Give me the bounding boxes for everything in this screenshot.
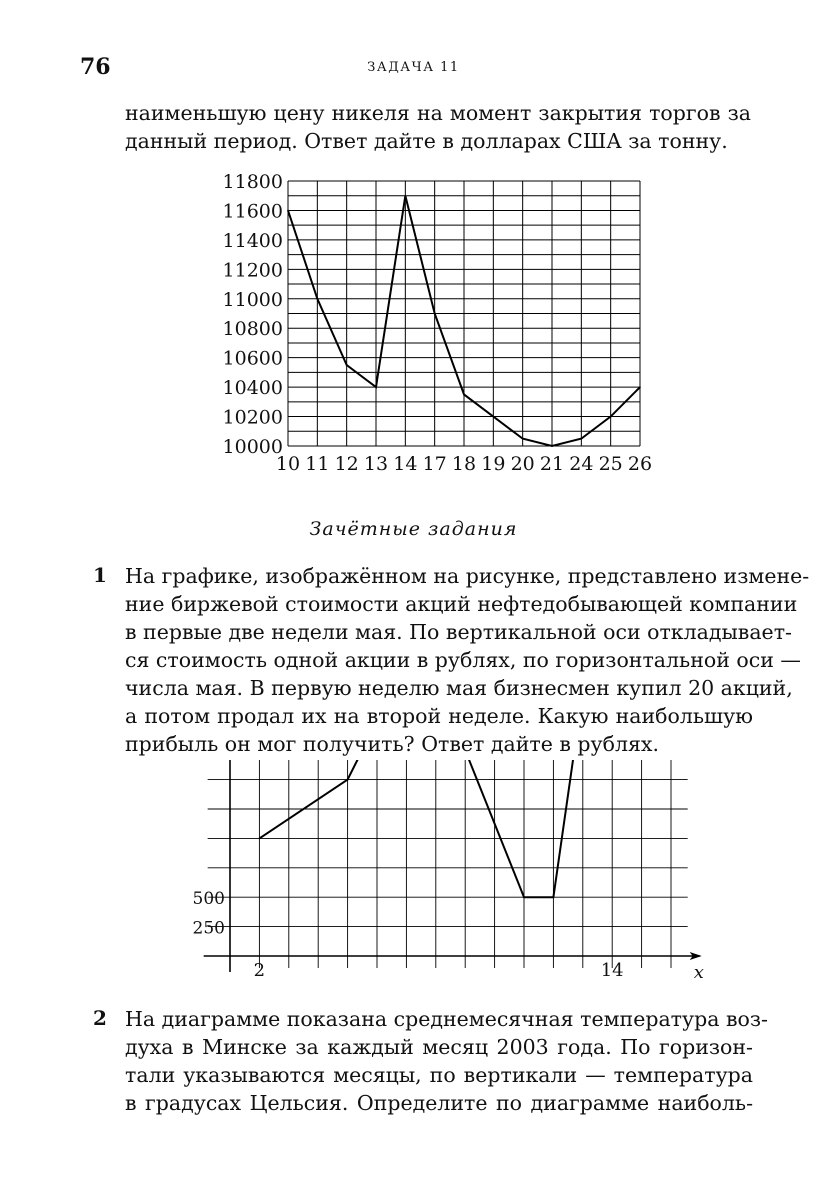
x-tick-label: 14 [393, 453, 418, 475]
x-tick-label: 25 [598, 453, 623, 475]
data-point [523, 896, 525, 898]
x-tick-label: 26 [627, 453, 653, 475]
stock-price-chart [165, 760, 725, 985]
x-tick-label: 2 [253, 960, 266, 981]
data-point [553, 896, 555, 898]
x-tick-label: 11 [305, 453, 330, 475]
x-axis-label: x [693, 962, 704, 983]
y-tick-label: 500 [192, 889, 225, 910]
task-2-line-1: На диаграмме показана среднемесячная температура воз- [125, 1007, 768, 1031]
y-tick-label: 11400 [222, 229, 283, 252]
y-tick-label: 10800 [222, 318, 283, 341]
data-point [522, 438, 524, 440]
task-1-line-2: ние биржевой стоимости акций нефтедобывающей компании [125, 592, 798, 616]
data-point [493, 416, 495, 418]
y-tick-label: 250 [192, 918, 225, 939]
y-tick-label: 10600 [222, 347, 283, 370]
data-point [346, 364, 348, 366]
x-tick-label: 21 [539, 453, 565, 475]
task-1-line-4: ся стоимость одной акции в рублях, по горизонтальной оси — [125, 648, 801, 672]
x-tick-label: 10 [275, 453, 301, 475]
y-tick-label: 10000 [222, 436, 283, 458]
task-2-number: 2 [93, 1006, 107, 1030]
x-tick-label: 19 [481, 453, 506, 475]
task-1-number: 1 [93, 563, 107, 587]
data-point [434, 313, 436, 315]
task-1-line-5: числа мая. В первую неделю мая бизнесмен купил 20 акций, [125, 676, 793, 700]
y-axis-tick-labels [223, 171, 283, 458]
x-tick-label: 12 [334, 453, 359, 475]
data-point [581, 438, 583, 440]
stock-series-line [259, 760, 641, 897]
page-number: 76 [80, 54, 111, 80]
chart-axes [204, 760, 702, 972]
data-point [347, 779, 349, 781]
nickel-price-chart [200, 165, 670, 475]
data-point [463, 394, 465, 396]
data-point [610, 416, 612, 418]
x-tick-label: 24 [569, 453, 594, 475]
axis-tick-labels [193, 760, 704, 983]
x-tick-label: 13 [363, 453, 389, 475]
task-1-line-6: а потом продал их на второй неделе. Какую наибольшую [125, 704, 753, 728]
y-tick-label: 11000 [222, 288, 283, 311]
task-1-line-7: прибыль он мог получить? Ответ дайте в рублях. [125, 732, 659, 756]
y-tick-label: 10200 [222, 406, 283, 429]
data-point [375, 386, 377, 388]
y-tick-label: 11200 [222, 259, 283, 282]
task-1-line-3: в первые две недели мая. По вертикальной оси откладывает- [125, 620, 792, 644]
task-1-line-1: На графике, изображённом на рисунке, представлено измене- [125, 564, 810, 588]
x-tick-label: 20 [510, 453, 535, 475]
intro-line-1: наименьшую цену никеля на момент закрытия торгов за [125, 101, 751, 125]
x-tick-label: 14 [600, 960, 624, 981]
x-tick-label: 18 [451, 453, 477, 475]
x-axis-tick-labels [276, 453, 652, 475]
data-point [405, 195, 407, 197]
chart-grid [208, 760, 688, 968]
data-point [259, 838, 261, 840]
y-tick-label: 11800 [222, 171, 283, 193]
task-2-line-2: духа в Минске за каждый месяц 2003 года. По горизон- [125, 1035, 753, 1059]
data-point [287, 210, 289, 212]
running-header: ЗАДАЧА 11 [367, 60, 460, 75]
data-point [317, 298, 319, 300]
y-tick-label: 11600 [222, 200, 283, 223]
intro-line-2: данный период. Ответ дайте в долларах США за тонну. [125, 129, 728, 153]
data-point [551, 445, 553, 447]
chart-grid [288, 181, 640, 446]
section-title: Зачётные задания [309, 518, 518, 540]
x-tick-label: 17 [422, 453, 447, 475]
y-tick-label: 10400 [222, 377, 283, 400]
task-2-line-3: тали указываются месяцы, по вертикали — температура [125, 1063, 753, 1087]
task-2-line-4: в градусах Цельсия. Определите по диаграмме наиболь- [125, 1091, 753, 1115]
data-point [639, 386, 641, 388]
